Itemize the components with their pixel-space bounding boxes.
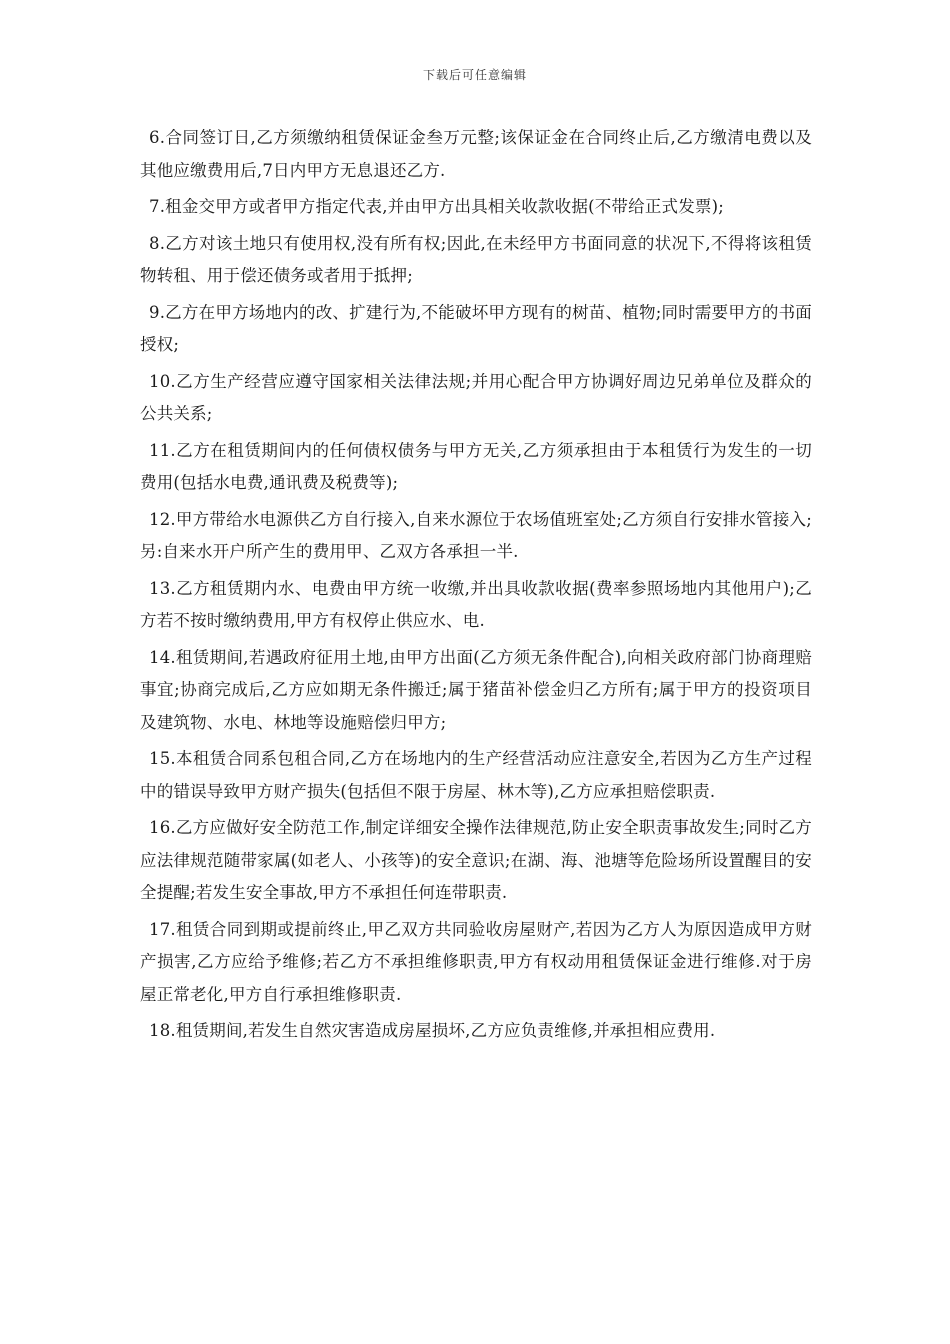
clause-6: 6.合同签订日,乙方须缴纳租赁保证金叁万元整;该保证金在合同终止后,乙方缴清电费以及其他应缴费用后,7日内甲方无息退还乙方. bbox=[140, 128, 812, 180]
contract-body bbox=[140, 122, 812, 1052]
clause-15: 15.本租赁合同系包租合同,乙方在场地内的生产经营活动应注意安全,若因为乙方生产过程中的错误导致甲方财产损失(包括但不限于房屋、林木等),乙方应承担赔偿职责. bbox=[140, 749, 812, 801]
clause-17: 17.租赁合同到期或提前终止,甲乙双方共同验收房屋财产,若因为乙方人为原因造成甲方财产损害,乙方应给予维修;若乙方不承担维修职责,甲方有权动用租赁保证金进行维修.对于房屋正常老化,甲方自行承担维修职责. bbox=[140, 919, 812, 1004]
clause-11: 11.乙方在租赁期间内的任何债权债务与甲方无关,乙方须承担由于本租赁行为发生的一切费用(包括水电费,通讯费及税费等); bbox=[140, 440, 812, 492]
clause-8: 8.乙方对该土地只有使用权,没有所有权;因此,在未经甲方书面同意的状况下,不得将该租赁物转租、用于偿还债务或者用于抵押; bbox=[140, 233, 812, 285]
clause-14: 14.租赁期间,若遇政府征用土地,由甲方出面(乙方须无条件配合),向相关政府部门协商理赔事宜;协商完成后,乙方应如期无条件搬迁;属于猪苗补偿金归乙方所有;属于甲方的投资项目及建筑物、水电、林地等设施赔偿归甲方; bbox=[140, 647, 812, 732]
clause-9: 9.乙方在甲方场地内的改、扩建行为,不能破坏甲方现有的树苗、植物;同时需要甲方的书面授权; bbox=[140, 302, 812, 354]
clause-7: 7.租金交甲方或者甲方指定代表,并由甲方出具相关收款收据(不带给正式发票); bbox=[149, 197, 725, 216]
clause-16: 16.乙方应做好安全防范工作,制定详细安全操作法律规范,防止安全职责事故发生;同时乙方应法律规范随带家属(如老人、小孩等)的安全意识;在湖、海、池塘等危险场所设置醒目的安全提醒;若发生安全事故,甲方不承担任何连带职责. bbox=[140, 818, 812, 902]
clause-10: 10.乙方生产经营应遵守国家相关法律法规;并用心配合甲方协调好周边兄弟单位及群众的公共关系; bbox=[140, 371, 812, 423]
download-note: 下载后可任意编辑 bbox=[422, 68, 527, 82]
clause-13: 13.乙方租赁期内水、电费由甲方统一收缴,并出具收款收据(费率参照场地内其他用户);乙方若不按时缴纳费用,甲方有权停止供应水、电. bbox=[140, 578, 812, 630]
clause-12: 12.甲方带给水电源供乙方自行接入,自来水源位于农场值班室处;乙方须自行安排水管接入;另:自来水开户所产生的费用甲、乙双方各承担一半. bbox=[140, 509, 812, 561]
clause-18: 18.租赁期间,若发生自然灾害造成房屋损坏,乙方应负责维修,并承担相应费用. bbox=[149, 1021, 716, 1040]
